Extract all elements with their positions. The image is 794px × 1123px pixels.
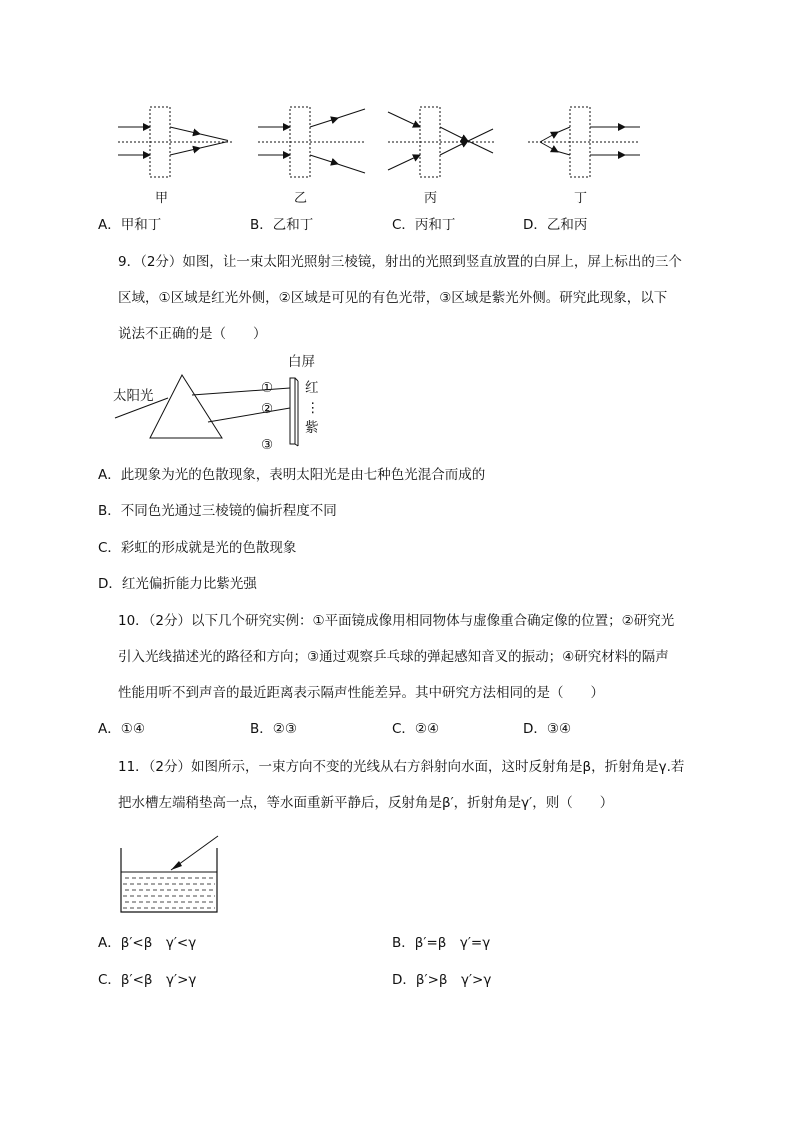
q9-label-region2: ② [261,401,274,417]
q9-option-a[interactable]: A．此现象为光的色散现象，表明太阳光是由七种色光混合而成的 [98,467,486,483]
q11-stem-line-1: 11．（2分）如图所示，一束方向不变的光线从右方斜射向水面，这时反射角是β，折射角是γ.若 [118,759,685,775]
q10-option-d[interactable]: D．③④ [523,721,572,737]
q9-label-region3: ③ [261,437,274,453]
q9-label-dots: ⋮ [306,400,320,416]
q9-stem-line-1: 9．（2分）如图，让一束太阳光照射三棱镜，射出的光照到竖直放置的白屏上，屏上标出的三个 [118,254,682,270]
q11-option-c[interactable]: C．β′<β γ′>γ [98,972,197,988]
q10-option-a[interactable]: A．①④ [98,721,145,737]
q9-label-violet: 紫 [305,420,319,436]
q9-label-red: 红 [305,380,319,396]
q9-option-d[interactable]: D．红光偏折能力比紫光强 [98,576,257,592]
lens-figure-ding [528,107,640,177]
lens-label-bing: 丙 [424,191,438,206]
lens-figure-bing [388,107,496,177]
q11-option-d[interactable]: D．β′>β γ′>γ [392,972,492,988]
q11-option-a[interactable]: A．β′<β γ′<γ [98,935,197,951]
q8-option-d[interactable]: D．乙和丙 [523,217,588,233]
q9-stem-line-2: 区域，①区域是红光外侧，②区域是可见的有色光带，③区域是紫光外侧。研究此现象，以下 [118,290,668,306]
q10-stem-line-3: 性能用听不到声音的最近距离表示隔声性能差异。其中研究方法相同的是（ ） [118,685,604,701]
q9-label-screen: 白屏 [288,354,315,370]
lens-figure-jia [118,107,232,177]
q8-option-b[interactable]: B．乙和丁 [250,217,314,233]
q10-option-b[interactable]: B．②③ [250,721,297,737]
q9-label-sunlight: 太阳光 [113,388,154,404]
q9-label-region1: ① [261,380,274,396]
q11-water-tank-figure [115,830,230,920]
q11-option-b[interactable]: B．β′=β γ′=γ [392,935,491,951]
q8-option-c[interactable]: C．丙和丁 [392,217,456,233]
q10-stem-line-2: 引入光线描述光的路径和方向；③通过观察乒乓球的弹起感知音叉的振动；④研究材料的隔声 [118,649,669,665]
lens-label-jia: 甲 [155,191,169,206]
lens-label-yi: 乙 [294,191,308,206]
q11-stem-line-2: 把水槽左端稍垫高一点，等水面重新平静后，反射角是β′，折射角是γ′，则（ ） [118,795,614,811]
q8-option-a[interactable]: A．甲和丁 [98,217,162,233]
lens-figure-yi [258,107,365,177]
q9-option-c[interactable]: C．彩虹的形成就是光的色散现象 [98,540,297,556]
q10-option-c[interactable]: C．②④ [392,721,440,737]
q9-stem-line-3: 说法不正确的是（ ） [118,326,267,342]
q10-stem-line-1: 10．（2分）以下几个研究实例：①平面镜成像用相同物体与虚像重合确定像的位置；②研究光 [118,613,675,629]
q9-option-b[interactable]: B．不同色光通过三棱镜的偏折程度不同 [98,503,337,519]
q8-lens-figures [0,95,794,205]
lens-label-ding: 丁 [574,191,588,206]
